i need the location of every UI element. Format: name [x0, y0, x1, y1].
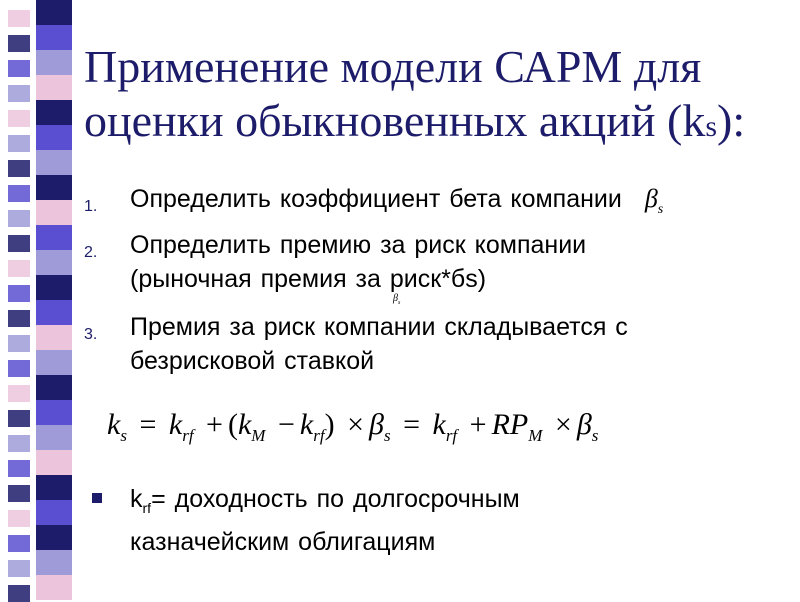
title-line-2: оценки обыкновенных акций (ks):	[84, 95, 746, 146]
stripe-block	[8, 535, 30, 552]
stripe-block	[8, 35, 30, 52]
stripe-block	[36, 0, 72, 25]
stripe-block	[36, 250, 72, 275]
stripe-block	[36, 150, 72, 175]
stripe-block	[8, 235, 30, 252]
stripe-block	[8, 510, 30, 527]
title-line-1: Применение модели САРМ для	[84, 41, 702, 92]
stripe-block	[36, 175, 72, 200]
krf-symbol: $k_{rf}$	[130, 485, 152, 516]
step-number: 1.	[84, 198, 98, 215]
stripe-block	[36, 75, 72, 100]
stripe-block	[8, 585, 30, 602]
beta-s-symbol: $\beta_s$	[644, 184, 664, 218]
definition-line-2: казначейским облигациям	[130, 528, 436, 556]
step-number: 2.	[84, 244, 98, 261]
stripe-block	[8, 360, 30, 377]
stripe-block	[36, 350, 72, 375]
stripe-block	[36, 125, 72, 150]
stripe-block	[8, 460, 30, 477]
slide-title	[84, 40, 794, 154]
definition-line-1: = доходность по долгосрочным	[151, 485, 520, 513]
stripe-block	[36, 400, 72, 425]
stripe-block	[8, 160, 30, 177]
stripe-block	[8, 10, 30, 27]
stripe-block	[36, 100, 72, 125]
stripe-block	[8, 410, 30, 427]
step-text: Определить коэффициент бета компании	[130, 185, 622, 213]
bullet-square-icon	[92, 493, 102, 503]
stripe-block	[8, 260, 30, 277]
stripe-block	[8, 285, 30, 302]
stripe-block	[36, 500, 72, 525]
stripe-block	[8, 310, 30, 327]
stripe-block	[36, 475, 72, 500]
stripe-block	[8, 335, 30, 352]
stripe-block	[36, 425, 72, 450]
stripe-block	[8, 435, 30, 452]
stripe-block	[36, 450, 72, 475]
step-number: 3.	[84, 326, 98, 343]
step-text-line-2: безрисковой ставкой	[130, 347, 375, 375]
stripe-block	[36, 325, 72, 350]
stripe-block	[8, 485, 30, 502]
stripe-block	[36, 550, 72, 575]
decorative-stripe	[0, 0, 80, 600]
step-text-line-1: Премия за риск компании складывается с	[130, 313, 628, 341]
stripe-block	[36, 300, 72, 325]
stripe-block	[36, 225, 72, 250]
stripe-block	[36, 375, 72, 400]
step-text-line-2: (рыночная премия за риск*бs)	[130, 265, 487, 293]
step-text-line-1: Определить премию за риск компании	[130, 231, 587, 259]
stripe-block	[8, 385, 30, 402]
stripe-block	[8, 185, 30, 202]
stripe-block	[36, 525, 72, 550]
stripe-block	[8, 135, 30, 152]
stripe-block	[36, 50, 72, 75]
stripe-block	[36, 200, 72, 225]
stripe-block	[36, 275, 72, 300]
small-beta-symbol: $\beta_s$	[393, 293, 401, 306]
stripe-block	[8, 560, 30, 577]
stripe-block	[8, 110, 30, 127]
stripe-block	[8, 210, 30, 227]
stripe-block	[8, 85, 30, 102]
capm-formula: $k_s = k_{rf} + (k_M - k_{rf}) \times \beta_s = k_{rf} + RP_M \times \beta_s$	[107, 408, 599, 445]
stripe-block	[8, 60, 30, 77]
stripe-block	[36, 25, 72, 50]
stripe-block	[36, 575, 72, 600]
